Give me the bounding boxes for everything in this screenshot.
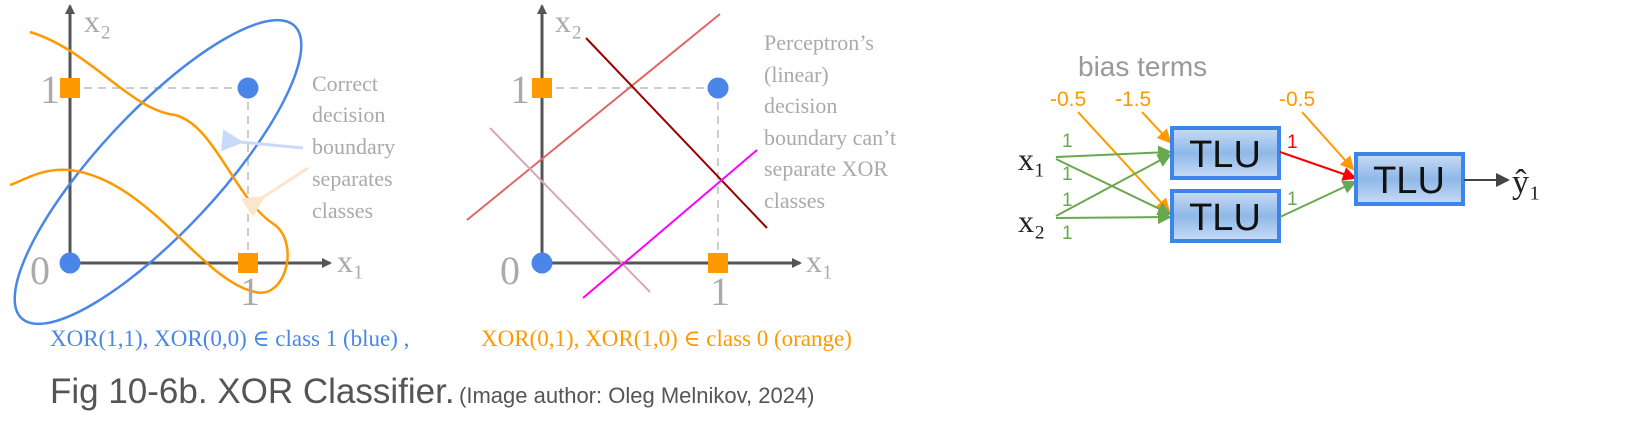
bias-middle-value: -1.5 xyxy=(1115,88,1152,111)
weight-x1-bottom: 1 xyxy=(1062,164,1073,185)
edge-x1-top xyxy=(1056,152,1170,157)
middle-y-axis-label: x₂ xyxy=(555,3,583,39)
middle-tick-x-one: 1 xyxy=(710,269,730,314)
left-x-axis-label: x₁ xyxy=(337,243,365,279)
left-note: Correct decision boundary separates classes xyxy=(312,71,396,223)
tlu-bottom-label: TLU xyxy=(1189,197,1261,239)
point-0-0-blue xyxy=(532,253,553,274)
bias-arrow-2 xyxy=(1142,112,1170,142)
point-1-1-blue xyxy=(708,78,729,99)
left-tick-x-one: 1 xyxy=(240,269,260,314)
bias-output-value: -0.5 xyxy=(1279,88,1316,111)
weight-x2-bottom: 1 xyxy=(1062,223,1073,244)
left-tick-y-one: 1 xyxy=(40,67,60,112)
point-1-1-blue xyxy=(238,78,259,99)
left-y-axis-label: x₂ xyxy=(84,3,112,39)
middle-tick-zero: 0 xyxy=(500,248,520,293)
output-y-hat: ŷ₁ xyxy=(1512,164,1541,201)
point-0-1-orange xyxy=(60,78,80,98)
edge-top-to-output xyxy=(1280,152,1355,178)
left-tick-zero: 0 xyxy=(30,248,50,293)
point-0-1-orange xyxy=(532,78,552,98)
tlu-output-label: TLU xyxy=(1373,160,1445,202)
orange-pointer-arrow xyxy=(262,168,308,198)
bias-arrow-3 xyxy=(1302,112,1353,169)
middle-x-axis-label: x₁ xyxy=(806,243,834,279)
linear-boundary-magenta xyxy=(583,150,757,298)
weight-x1-top: 1 xyxy=(1062,131,1073,152)
bias-top-value: -0.5 xyxy=(1050,88,1087,111)
weight-x2-top: 1 xyxy=(1062,190,1073,211)
middle-note: Perceptron’s (linear) decision boundary can’t separate XOR classes xyxy=(764,30,897,213)
point-0-0-blue xyxy=(60,253,81,274)
input-x2: x₂ xyxy=(1018,203,1046,239)
tlu-top-label: TLU xyxy=(1189,134,1261,176)
legend-blue: XOR(1,1), XOR(0,0) ∈ class 1 (blue) , xyxy=(50,326,410,351)
left-panel xyxy=(0,0,401,359)
caption-title: Fig 10-6b. XOR Classifier. xyxy=(50,372,455,411)
middle-tick-y-one: 1 xyxy=(510,67,530,112)
caption-credit: (Image author: Oleg Melnikov, 2024) xyxy=(459,383,815,408)
blue-pointer-arrow xyxy=(240,142,303,148)
edge-x2-bottom xyxy=(1056,217,1170,218)
figure-caption xyxy=(50,372,814,412)
middle-panel xyxy=(467,3,902,314)
linear-boundary-darkred xyxy=(586,38,767,228)
weight-top-to-output: 1 xyxy=(1287,132,1298,153)
weight-bottom-to-output: 1 xyxy=(1287,189,1298,210)
tlu-network xyxy=(1018,51,1541,244)
legend-orange: XOR(0,1), XOR(1,0) ∈ class 0 (orange) xyxy=(481,326,852,351)
bias-terms-label: bias terms xyxy=(1078,51,1208,82)
input-x1: x₁ xyxy=(1018,141,1046,177)
